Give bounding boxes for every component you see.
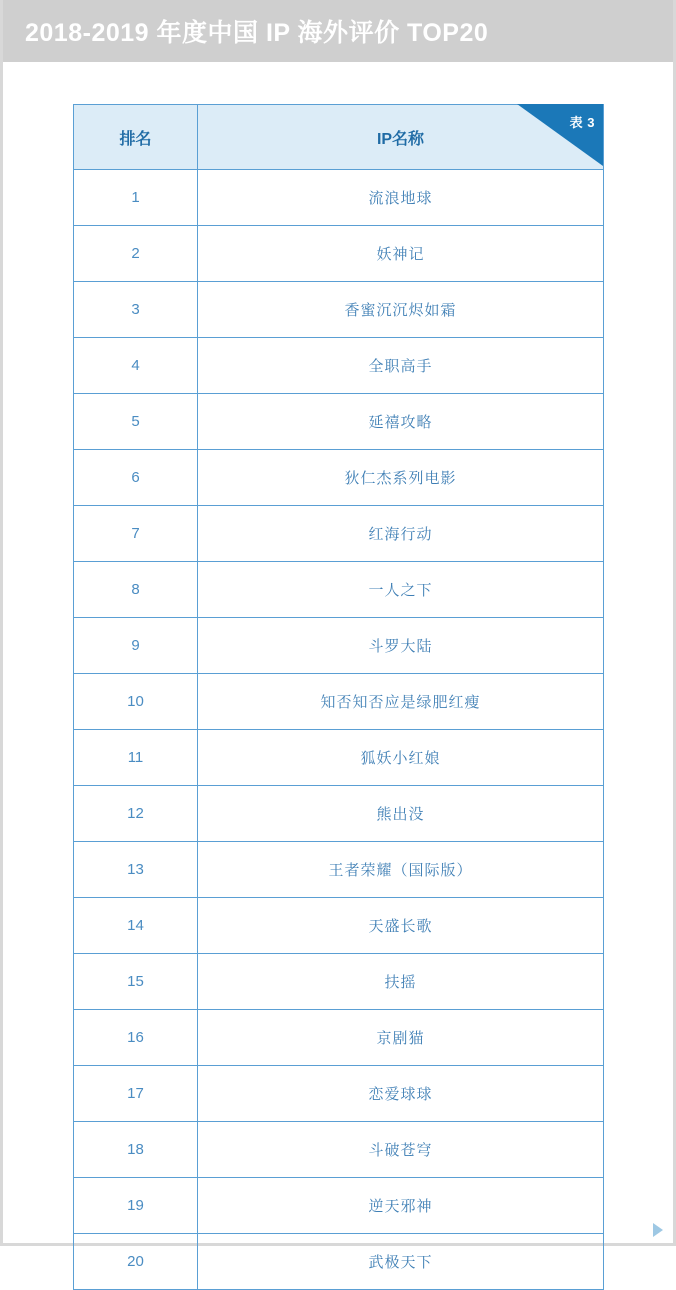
table-row — [74, 394, 604, 450]
cell-rank: 18 — [74, 1122, 198, 1178]
cell-rank: 13 — [74, 842, 198, 898]
table-row — [74, 898, 604, 954]
table-row — [74, 506, 604, 562]
cell-rank: 14 — [74, 898, 198, 954]
cell-ip-name: 全职高手 — [198, 338, 604, 394]
table-row — [74, 1178, 604, 1234]
table-row — [74, 170, 604, 226]
page-corner-marker-icon — [653, 1223, 663, 1237]
cell-rank: 17 — [74, 1066, 198, 1122]
cell-rank: 10 — [74, 674, 198, 730]
table-row — [74, 450, 604, 506]
cell-rank: 2 — [74, 226, 198, 282]
cell-ip-name: 知否知否应是绿肥红瘦 — [198, 674, 604, 730]
cell-ip-name: 王者荣耀（国际版） — [198, 842, 604, 898]
page-title: 2018-2019 年度中国 IP 海外评价 TOP20 — [25, 19, 489, 47]
cell-rank: 3 — [74, 282, 198, 338]
cell-ip-name: 京剧猫 — [198, 1010, 604, 1066]
cell-rank: 12 — [74, 786, 198, 842]
table-row — [74, 842, 604, 898]
rank-table-container — [73, 104, 603, 1290]
cell-ip-name: 扶摇 — [198, 954, 604, 1010]
column-header-ip-name: IP名称 — [198, 105, 604, 170]
table-row — [74, 618, 604, 674]
cell-ip-name: 延禧攻略 — [198, 394, 604, 450]
cell-rank: 9 — [74, 618, 198, 674]
cell-rank: 4 — [74, 338, 198, 394]
cell-ip-name: 一人之下 — [198, 562, 604, 618]
cell-ip-name: 熊出没 — [198, 786, 604, 842]
cell-rank: 15 — [74, 954, 198, 1010]
cell-rank: 20 — [74, 1234, 198, 1290]
cell-rank: 7 — [74, 506, 198, 562]
cell-rank: 11 — [74, 730, 198, 786]
cell-ip-name: 斗破苍穹 — [198, 1122, 604, 1178]
cell-ip-name: 斗罗大陆 — [198, 618, 604, 674]
table-row — [74, 562, 604, 618]
cell-ip-name: 恋爱球球 — [198, 1066, 604, 1122]
table-row — [74, 1010, 604, 1066]
page-title-bar — [3, 0, 673, 62]
cell-rank: 16 — [74, 1010, 198, 1066]
cell-ip-name: 逆天邪神 — [198, 1178, 604, 1234]
cell-rank: 6 — [74, 450, 198, 506]
cell-ip-name: 天盛长歌 — [198, 898, 604, 954]
cell-ip-name: 狐妖小红娘 — [198, 730, 604, 786]
cell-ip-name: 红海行动 — [198, 506, 604, 562]
table-row — [74, 1122, 604, 1178]
table-row — [74, 1066, 604, 1122]
cell-rank: 19 — [74, 1178, 198, 1234]
cell-ip-name: 妖神记 — [198, 226, 604, 282]
cell-rank: 1 — [74, 170, 198, 226]
cell-ip-name: 流浪地球 — [198, 170, 604, 226]
cell-ip-name: 狄仁杰系列电影 — [198, 450, 604, 506]
table-row — [74, 786, 604, 842]
column-header-rank: 排名 — [74, 105, 198, 170]
table-row — [74, 954, 604, 1010]
table-row — [74, 1234, 604, 1290]
table-row — [74, 730, 604, 786]
table-number-label: 表 3 — [569, 115, 595, 130]
cell-ip-name: 香蜜沉沉烬如霜 — [198, 282, 604, 338]
table-header — [74, 105, 604, 170]
table-row — [74, 226, 604, 282]
table-header-row — [74, 105, 604, 170]
table-row — [74, 674, 604, 730]
table-row — [74, 282, 604, 338]
cell-rank: 5 — [74, 394, 198, 450]
cell-ip-name: 武极天下 — [198, 1234, 604, 1290]
table-row — [74, 338, 604, 394]
ip-ranking-table — [73, 104, 604, 1290]
cell-rank: 8 — [74, 562, 198, 618]
table-body — [74, 170, 604, 1290]
